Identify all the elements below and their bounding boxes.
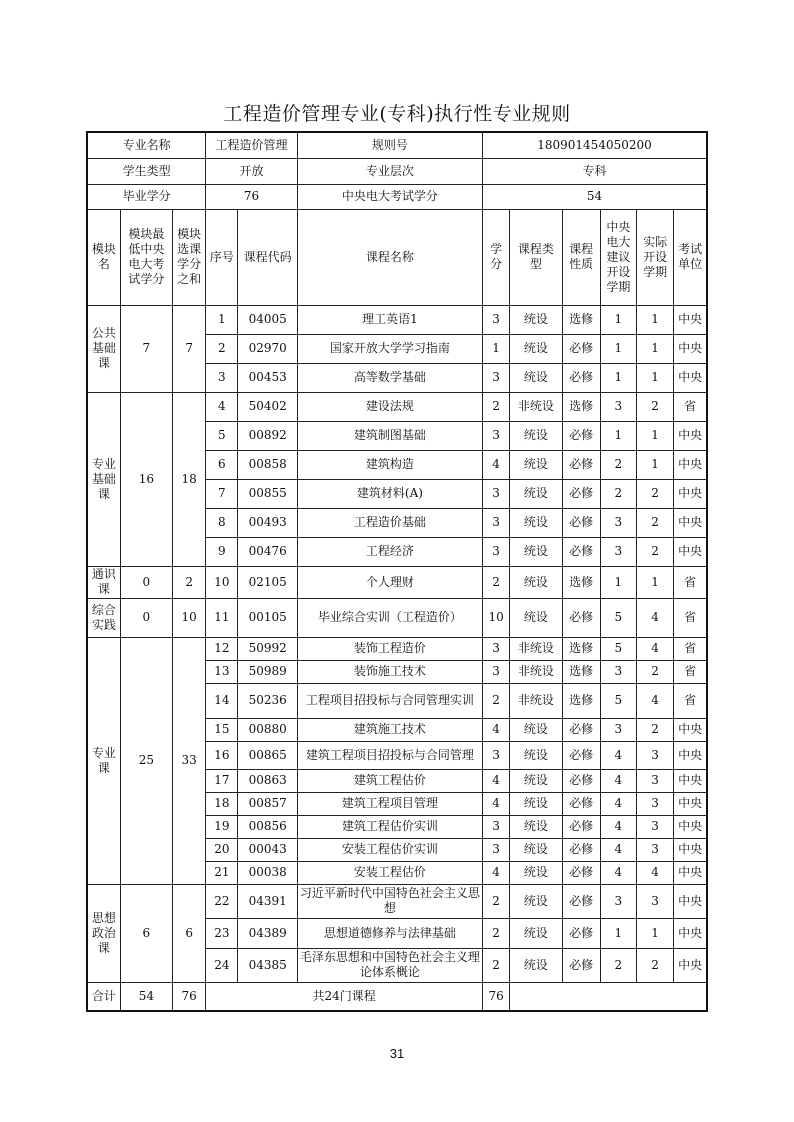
central-credit-value: 54 xyxy=(483,184,707,209)
exam-unit-cell: 中央 xyxy=(674,508,707,537)
course-nature-cell: 选修 xyxy=(562,637,600,660)
suggest-term-cell: 3 xyxy=(600,508,636,537)
course-name-cell: 装饰施工技术 xyxy=(297,660,482,683)
seq-cell: 4 xyxy=(206,392,238,421)
rule-no-label: 规则号 xyxy=(297,132,482,158)
info-row xyxy=(87,158,707,184)
suggest-term-cell: 1 xyxy=(600,363,636,392)
seq-cell: 13 xyxy=(206,660,238,683)
seq-cell: 6 xyxy=(206,450,238,479)
course-type-cell: 统设 xyxy=(510,305,562,334)
course-type-cell: 统设 xyxy=(510,334,562,363)
module-min-credit-cell: 16 xyxy=(120,392,172,566)
exam-unit-cell: 中央 xyxy=(674,769,707,792)
module-min-credit-cell: 0 xyxy=(120,598,172,637)
suggest-term-cell: 3 xyxy=(600,537,636,566)
course-code-cell: 00493 xyxy=(238,508,297,537)
course-name-cell: 安装工程估价 xyxy=(297,861,482,884)
seq-cell: 14 xyxy=(206,683,238,718)
course-name-cell: 建筑制图基础 xyxy=(297,421,482,450)
table-row xyxy=(87,637,707,660)
course-code-cell: 00855 xyxy=(238,479,297,508)
suggest-term-cell: 1 xyxy=(600,918,636,948)
course-type-cell: 统设 xyxy=(510,718,562,741)
seq-cell: 5 xyxy=(206,421,238,450)
exam-unit-cell: 中央 xyxy=(674,363,707,392)
course-name-cell: 个人理财 xyxy=(297,566,482,598)
course-nature-cell: 必修 xyxy=(562,537,600,566)
course-name-cell: 建筑工程估价 xyxy=(297,769,482,792)
credit-cell: 3 xyxy=(483,838,510,861)
course-name-cell: 建筑工程项目管理 xyxy=(297,792,482,815)
student-type-label: 学生类型 xyxy=(87,158,206,184)
credit-cell: 3 xyxy=(483,479,510,508)
suggest-term-cell: 5 xyxy=(600,637,636,660)
course-nature-cell: 必修 xyxy=(562,363,600,392)
header-code: 课程代码 xyxy=(238,209,297,305)
credit-cell: 3 xyxy=(483,741,510,769)
total-blank xyxy=(510,982,707,1011)
course-type-cell: 统设 xyxy=(510,792,562,815)
course-nature-cell: 必修 xyxy=(562,598,600,637)
course-name-cell: 工程项目招投标与合同管理实训 xyxy=(297,683,482,718)
actual-term-cell: 4 xyxy=(636,683,673,718)
course-name-cell: 建筑工程估价实训 xyxy=(297,815,482,838)
course-code-cell: 04389 xyxy=(238,918,297,948)
actual-term-cell: 1 xyxy=(636,363,673,392)
course-code-cell: 02970 xyxy=(238,334,297,363)
actual-term-cell: 4 xyxy=(636,598,673,637)
course-name-cell: 建设法规 xyxy=(297,392,482,421)
level-value: 专科 xyxy=(483,158,707,184)
suggest-term-cell: 5 xyxy=(600,598,636,637)
course-code-cell: 00858 xyxy=(238,450,297,479)
seq-cell: 12 xyxy=(206,637,238,660)
course-name-cell: 工程造价基础 xyxy=(297,508,482,537)
course-nature-cell: 选修 xyxy=(562,392,600,421)
course-name-cell: 毛泽东思想和中国特色社会主义理论体系概论 xyxy=(297,948,482,982)
course-type-cell: 统设 xyxy=(510,421,562,450)
student-type-value: 开放 xyxy=(206,158,298,184)
suggest-term-cell: 4 xyxy=(600,861,636,884)
course-name-cell: 建筑构造 xyxy=(297,450,482,479)
actual-term-cell: 2 xyxy=(636,479,673,508)
course-type-cell: 统设 xyxy=(510,741,562,769)
module-elective-sum-cell: 7 xyxy=(173,305,206,392)
course-nature-cell: 必修 xyxy=(562,479,600,508)
credit-cell: 2 xyxy=(483,392,510,421)
course-name-cell: 建筑工程项目招投标与合同管理 xyxy=(297,741,482,769)
course-nature-cell: 必修 xyxy=(562,861,600,884)
seq-cell: 20 xyxy=(206,838,238,861)
module-name-cell: 专业课 xyxy=(87,637,120,884)
course-code-cell: 00856 xyxy=(238,815,297,838)
seq-cell: 7 xyxy=(206,479,238,508)
page-number: 31 xyxy=(389,1046,405,1061)
course-nature-cell: 必修 xyxy=(562,508,600,537)
course-nature-cell: 必修 xyxy=(562,450,600,479)
actual-term-cell: 3 xyxy=(636,815,673,838)
course-nature-cell: 选修 xyxy=(562,305,600,334)
exam-unit-cell: 中央 xyxy=(674,918,707,948)
exam-unit-cell: 中央 xyxy=(674,479,707,508)
course-nature-cell: 必修 xyxy=(562,421,600,450)
course-type-cell: 非统设 xyxy=(510,683,562,718)
exam-unit-cell: 中央 xyxy=(674,861,707,884)
credit-cell: 3 xyxy=(483,637,510,660)
module-elective-sum-cell: 6 xyxy=(173,884,206,982)
course-nature-cell: 必修 xyxy=(562,948,600,982)
course-type-cell: 统设 xyxy=(510,537,562,566)
course-nature-cell: 必修 xyxy=(562,815,600,838)
course-type-cell: 统设 xyxy=(510,363,562,392)
course-type-cell: 统设 xyxy=(510,598,562,637)
credit-cell: 4 xyxy=(483,792,510,815)
course-code-cell: 00453 xyxy=(238,363,297,392)
table-row xyxy=(87,884,707,918)
seq-cell: 1 xyxy=(206,305,238,334)
course-code-cell: 00892 xyxy=(238,421,297,450)
credit-cell: 2 xyxy=(483,948,510,982)
actual-term-cell: 1 xyxy=(636,421,673,450)
module-name-cell: 综合实践 xyxy=(87,598,120,637)
module-name-cell: 公共基础课 xyxy=(87,305,120,392)
exam-unit-cell: 中央 xyxy=(674,450,707,479)
seq-cell: 2 xyxy=(206,334,238,363)
actual-term-cell: 1 xyxy=(636,334,673,363)
suggest-term-cell: 2 xyxy=(600,450,636,479)
page-title: 工程造价管理专业(专科)执行性专业规则 xyxy=(223,103,571,125)
actual-term-cell: 1 xyxy=(636,305,673,334)
seq-cell: 17 xyxy=(206,769,238,792)
table-row xyxy=(87,305,707,334)
course-type-cell: 非统设 xyxy=(510,637,562,660)
credit-cell: 3 xyxy=(483,508,510,537)
course-name-cell: 建筑施工技术 xyxy=(297,718,482,741)
module-elective-sum-cell: 10 xyxy=(173,598,206,637)
course-name-cell: 思想道德修养与法律基础 xyxy=(297,918,482,948)
course-code-cell: 00038 xyxy=(238,861,297,884)
course-code-cell: 00043 xyxy=(238,838,297,861)
actual-term-cell: 3 xyxy=(636,884,673,918)
exam-unit-cell: 中央 xyxy=(674,718,707,741)
course-name-cell: 高等数学基础 xyxy=(297,363,482,392)
credit-cell: 3 xyxy=(483,421,510,450)
credit-cell: 4 xyxy=(483,769,510,792)
exam-unit-cell: 省 xyxy=(674,392,707,421)
level-label: 专业层次 xyxy=(297,158,482,184)
actual-term-cell: 3 xyxy=(636,838,673,861)
course-nature-cell: 必修 xyxy=(562,884,600,918)
course-type-cell: 统设 xyxy=(510,948,562,982)
total-elective-sum: 76 xyxy=(173,982,206,1011)
header-row xyxy=(87,209,707,305)
course-name-cell: 理工英语1 xyxy=(297,305,482,334)
course-code-cell: 00476 xyxy=(238,537,297,566)
actual-term-cell: 2 xyxy=(636,508,673,537)
course-code-cell: 00105 xyxy=(238,598,297,637)
info-row xyxy=(87,132,707,158)
actual-term-cell: 1 xyxy=(636,566,673,598)
module-name-cell: 专业基础课 xyxy=(87,392,120,566)
module-name-cell: 通识课 xyxy=(87,566,120,598)
course-name-cell: 工程经济 xyxy=(297,537,482,566)
actual-term-cell: 3 xyxy=(636,792,673,815)
credit-cell: 4 xyxy=(483,718,510,741)
credit-cell: 3 xyxy=(483,537,510,566)
header-type: 课程类型 xyxy=(510,209,562,305)
seq-cell: 22 xyxy=(206,884,238,918)
module-min-credit-cell: 7 xyxy=(120,305,172,392)
course-nature-cell: 选修 xyxy=(562,660,600,683)
actual-term-cell: 2 xyxy=(636,718,673,741)
suggest-term-cell: 4 xyxy=(600,838,636,861)
course-code-cell: 00880 xyxy=(238,718,297,741)
seq-cell: 24 xyxy=(206,948,238,982)
exam-unit-cell: 中央 xyxy=(674,948,707,982)
seq-cell: 19 xyxy=(206,815,238,838)
course-name-cell: 装饰工程造价 xyxy=(297,637,482,660)
seq-cell: 10 xyxy=(206,566,238,598)
header-elective-sum: 模块选课学分之和 xyxy=(173,209,206,305)
course-code-cell: 00865 xyxy=(238,741,297,769)
suggest-term-cell: 1 xyxy=(600,305,636,334)
course-type-cell: 统设 xyxy=(510,479,562,508)
course-type-cell: 统设 xyxy=(510,566,562,598)
suggest-term-cell: 1 xyxy=(600,334,636,363)
actual-term-cell: 4 xyxy=(636,637,673,660)
exam-unit-cell: 中央 xyxy=(674,305,707,334)
suggest-term-cell: 3 xyxy=(600,392,636,421)
module-min-credit-cell: 0 xyxy=(120,566,172,598)
seq-cell: 16 xyxy=(206,741,238,769)
exam-unit-cell: 省 xyxy=(674,598,707,637)
exam-unit-cell: 中央 xyxy=(674,334,707,363)
credit-cell: 2 xyxy=(483,884,510,918)
actual-term-cell: 1 xyxy=(636,450,673,479)
course-nature-cell: 必修 xyxy=(562,792,600,815)
credit-cell: 2 xyxy=(483,566,510,598)
module-name-cell: 思想政治课 xyxy=(87,884,120,982)
course-nature-cell: 选修 xyxy=(562,683,600,718)
table-row xyxy=(87,566,707,598)
course-code-cell: 00857 xyxy=(238,792,297,815)
credit-cell: 3 xyxy=(483,660,510,683)
credit-cell: 2 xyxy=(483,918,510,948)
credit-cell: 2 xyxy=(483,683,510,718)
course-code-cell: 02105 xyxy=(238,566,297,598)
total-credit: 76 xyxy=(483,982,510,1011)
exam-unit-cell: 中央 xyxy=(674,421,707,450)
course-name-cell: 习近平新时代中国特色社会主义思想 xyxy=(297,884,482,918)
course-code-cell: 04005 xyxy=(238,305,297,334)
grad-credit-label: 毕业学分 xyxy=(87,184,206,209)
credit-cell: 1 xyxy=(483,334,510,363)
actual-term-cell: 2 xyxy=(636,392,673,421)
suggest-term-cell: 4 xyxy=(600,815,636,838)
course-type-cell: 统设 xyxy=(510,861,562,884)
table-row xyxy=(87,598,707,637)
actual-term-cell: 3 xyxy=(636,769,673,792)
credit-cell: 3 xyxy=(483,363,510,392)
course-nature-cell: 必修 xyxy=(562,718,600,741)
header-module: 模块名 xyxy=(87,209,120,305)
course-code-cell: 50236 xyxy=(238,683,297,718)
actual-term-cell: 1 xyxy=(636,918,673,948)
header-min-credit: 模块最低中央电大考试学分 xyxy=(120,209,172,305)
header-seq: 序号 xyxy=(206,209,238,305)
suggest-term-cell: 4 xyxy=(600,741,636,769)
actual-term-cell: 2 xyxy=(636,948,673,982)
suggest-term-cell: 3 xyxy=(600,718,636,741)
suggest-term-cell: 2 xyxy=(600,948,636,982)
seq-cell: 18 xyxy=(206,792,238,815)
rule-table xyxy=(86,131,708,1012)
suggest-term-cell: 4 xyxy=(600,792,636,815)
header-credit: 学分 xyxy=(483,209,510,305)
course-type-cell: 统设 xyxy=(510,815,562,838)
suggest-term-cell: 4 xyxy=(600,769,636,792)
exam-unit-cell: 中央 xyxy=(674,741,707,769)
actual-term-cell: 2 xyxy=(636,537,673,566)
course-name-cell: 安装工程估价实训 xyxy=(297,838,482,861)
course-type-cell: 统设 xyxy=(510,918,562,948)
seq-cell: 8 xyxy=(206,508,238,537)
table-body xyxy=(87,132,707,1011)
seq-cell: 3 xyxy=(206,363,238,392)
credit-cell: 3 xyxy=(483,815,510,838)
course-type-cell: 非统设 xyxy=(510,660,562,683)
suggest-term-cell: 1 xyxy=(600,566,636,598)
suggest-term-cell: 1 xyxy=(600,421,636,450)
total-row xyxy=(87,982,707,1011)
header-suggest-term: 中央电大建议开设学期 xyxy=(600,209,636,305)
seq-cell: 23 xyxy=(206,918,238,948)
module-elective-sum-cell: 2 xyxy=(173,566,206,598)
course-type-cell: 统设 xyxy=(510,838,562,861)
course-nature-cell: 必修 xyxy=(562,741,600,769)
header-nature: 课程性质 xyxy=(562,209,600,305)
exam-unit-cell: 中央 xyxy=(674,792,707,815)
course-code-cell: 50989 xyxy=(238,660,297,683)
total-label: 合计 xyxy=(87,982,120,1011)
credit-cell: 4 xyxy=(483,450,510,479)
exam-unit-cell: 中央 xyxy=(674,838,707,861)
course-type-cell: 统设 xyxy=(510,884,562,918)
seq-cell: 21 xyxy=(206,861,238,884)
suggest-term-cell: 2 xyxy=(600,479,636,508)
course-type-cell: 统设 xyxy=(510,769,562,792)
course-nature-cell: 必修 xyxy=(562,769,600,792)
course-code-cell: 50992 xyxy=(238,637,297,660)
exam-unit-cell: 省 xyxy=(674,566,707,598)
credit-cell: 10 xyxy=(483,598,510,637)
total-summary: 共24门课程 xyxy=(206,982,483,1011)
header-actual-term: 实际开设学期 xyxy=(636,209,673,305)
suggest-term-cell: 3 xyxy=(600,660,636,683)
table-row xyxy=(87,392,707,421)
major-name-value: 工程造价管理 xyxy=(206,132,298,158)
course-type-cell: 统设 xyxy=(510,450,562,479)
rule-no-value: 180901454050200 xyxy=(483,132,707,158)
course-nature-cell: 必修 xyxy=(562,918,600,948)
module-elective-sum-cell: 33 xyxy=(173,637,206,884)
header-exam-unit: 考试单位 xyxy=(674,209,707,305)
seq-cell: 15 xyxy=(206,718,238,741)
exam-unit-cell: 中央 xyxy=(674,815,707,838)
actual-term-cell: 4 xyxy=(636,861,673,884)
module-min-credit-cell: 25 xyxy=(120,637,172,884)
credit-cell: 4 xyxy=(483,861,510,884)
exam-unit-cell: 中央 xyxy=(674,884,707,918)
grad-credit-value: 76 xyxy=(206,184,298,209)
info-row xyxy=(87,184,707,209)
actual-term-cell: 3 xyxy=(636,741,673,769)
course-code-cell: 04391 xyxy=(238,884,297,918)
total-min-credit: 54 xyxy=(120,982,172,1011)
actual-term-cell: 2 xyxy=(636,660,673,683)
seq-cell: 11 xyxy=(206,598,238,637)
header-name: 课程名称 xyxy=(297,209,482,305)
central-credit-label: 中央电大考试学分 xyxy=(297,184,482,209)
course-type-cell: 非统设 xyxy=(510,392,562,421)
suggest-term-cell: 3 xyxy=(600,884,636,918)
major-name-label: 专业名称 xyxy=(87,132,206,158)
exam-unit-cell: 省 xyxy=(674,683,707,718)
course-code-cell: 50402 xyxy=(238,392,297,421)
suggest-term-cell: 5 xyxy=(600,683,636,718)
module-min-credit-cell: 6 xyxy=(120,884,172,982)
course-type-cell: 统设 xyxy=(510,508,562,537)
module-elective-sum-cell: 18 xyxy=(173,392,206,566)
course-name-cell: 国家开放大学学习指南 xyxy=(297,334,482,363)
credit-cell: 3 xyxy=(483,305,510,334)
course-nature-cell: 必修 xyxy=(562,334,600,363)
exam-unit-cell: 省 xyxy=(674,660,707,683)
course-code-cell: 00863 xyxy=(238,769,297,792)
course-nature-cell: 必修 xyxy=(562,838,600,861)
course-nature-cell: 选修 xyxy=(562,566,600,598)
course-code-cell: 04385 xyxy=(238,948,297,982)
seq-cell: 9 xyxy=(206,537,238,566)
exam-unit-cell: 省 xyxy=(674,637,707,660)
course-name-cell: 毕业综合实训（工程造价） xyxy=(297,598,482,637)
exam-unit-cell: 中央 xyxy=(674,537,707,566)
course-name-cell: 建筑材料(A) xyxy=(297,479,482,508)
